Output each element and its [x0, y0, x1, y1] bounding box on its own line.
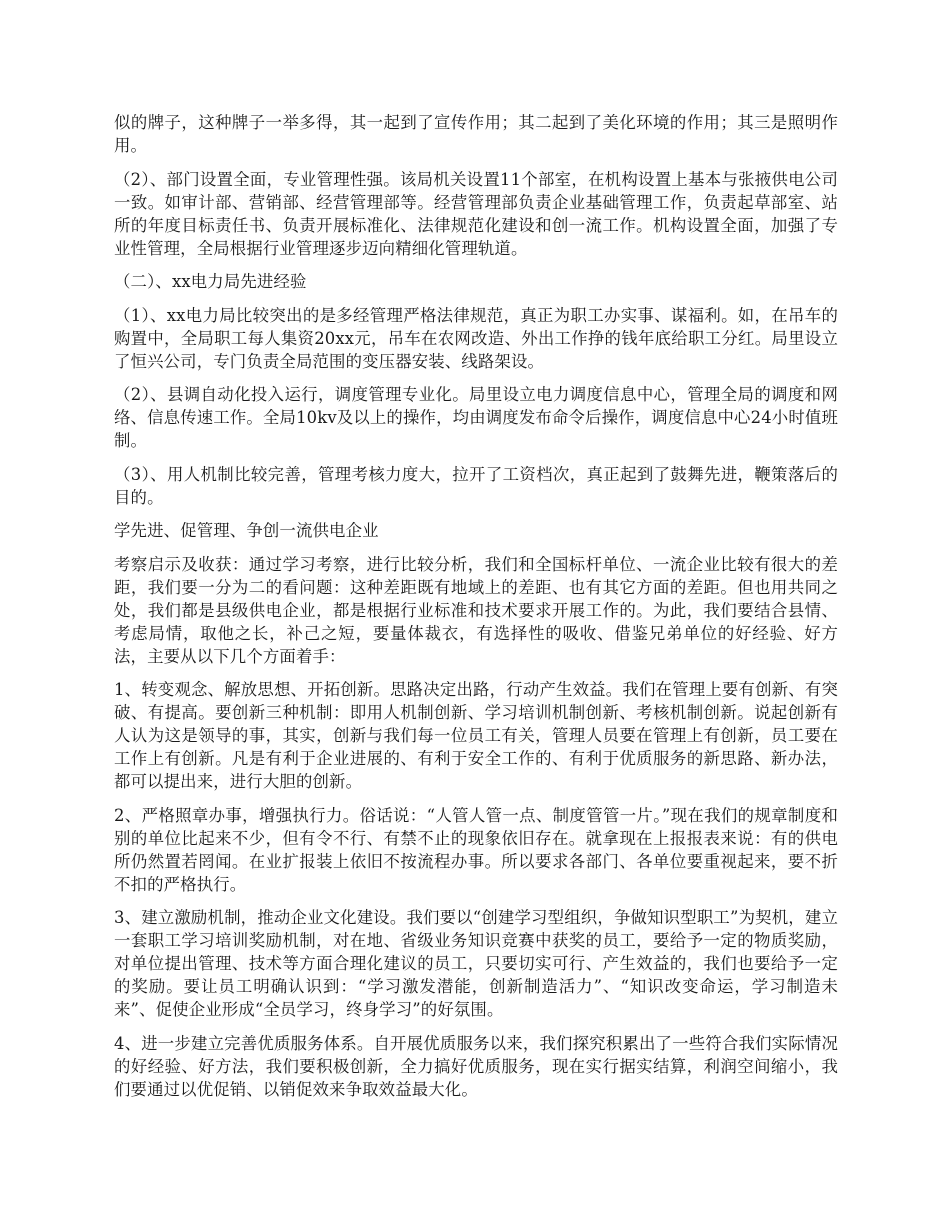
paragraph-innovation: 1、转变观念、解放思想、开拓创新。思路决定出路，行动产生效益。我们在管理上要有创新、有突破、有提高。要创新三种机制：即用人机制创新、学习培训机制创新、考核机制创新。说起创新有人认为这是领导的事，其实，创新与我们每一位员工有关，管理人员要在管理上有创新，员工要在工作上有创新。凡是有利于企业进展的、有利于安全工作的、有利于优质服务的新思路、新办法，都可以提出来，进行大胆的创新。	[114, 680, 838, 791]
paragraph-dispatch-automation: （2）、县调自动化投入运行，调度管理专业化。局里设立电力调度信息中心，管理全局的调度和网络、信息传速工作。全局10kv及以上的操作，均由调度发布命令后操作，调度信息中心24小时值班制。	[114, 385, 838, 450]
paragraph-incentive-mechanism: 3、建立激励机制，推动企业文化建设。我们要以“创建学习型组织，争做知识型职工”为契机，建立一套职工学习培训奖励机制，对在地、省级业务知识竞赛中获奖的员工，要给予一定的物质奖励，对单位提出管理、技术等方面合理化建议的员工，只要切实可行、产生效益的，我们也要给予一定的奖励。要让员工明确认识到：“学习激发潜能，创新制造活力”、“知识改变命运，学习制造未来”、促使企业形成“全员学习，终身学习”的好氛围。	[114, 908, 838, 1019]
document-body	[114, 111, 838, 1111]
paragraph-diversified-management: （1）、xx电力局比较突出的是多经管理严格法律规范，真正为职工办实事、谋福利。如，在吊车的购置中，全局职工每人集资20xx元，吊车在农网改造、外出工作挣的钱年底给职工分红。局里设立了恒兴公司，专门负责全局范围的变压器安装、线路架设。	[114, 305, 838, 371]
paragraph-execution: 2、严格照章办事，增强执行力。俗话说：“人管人管一点、制度管管一片。”现在我们的规章制度和别的单位比起来不少，但有令不行、有禁不止的现象依旧存在。就拿现在上报报表来说：有的供电所仍然置若罔闻。在业扩报装上依旧不按流程办事。所以要求各部门、各单位要重视起来，要不折不扣的严格执行。	[114, 805, 838, 894]
section-heading-learn-advanced: 学先进、促管理、争创一流供电企业	[114, 521, 379, 540]
paragraph-inspection-insights: 考察启示及收获：通过学习考察，进行比较分析，我们和全国标杆单位、一流企业比较有很大的差距，我们要一分为二的看问题：这种差距既有地域上的差距、也有其它方面的差距。但也用共同之处，我们都是县级供电企业，都是根据行业标准和技术要求开展工作的。为此，我们要结合县情、考虑局情，取他之长，补己之短，要量体裁衣，有选择性的吸收、借鉴兄弟单位的好经验、好方法，主要从以下几个方面着手：	[114, 554, 838, 666]
paragraph-quality-service: 4、进一步建立完善优质服务体系。自开展优质服务以来，我们探究积累出了一些符合我们实际情况的好经验、好方法，我们要积极创新，全力搞好优质服务，现在实行据实结算，利润空间缩小，我们要通过以优促销、以销促效来争取效益最大化。	[114, 1033, 838, 1099]
section-heading-advanced-experience: （二）、xx电力局先进经验	[114, 272, 307, 291]
paragraph-sign-benefits: 似的牌子，这种牌子一举多得，其一起到了宣传作用；其二起到了美化环境的作用；其三是照明作用。	[114, 113, 838, 155]
paragraph-employment-mechanism: （3）、用人机制比较完善，管理考核力度大，拉开了工资档次，真正起到了鼓舞先进，鞭策落后的目的。	[114, 464, 838, 507]
paragraph-department-setup: （2）、部门设置全面，专业管理性强。该局机关设置11个部室，在机构设置上基本与张掖供电公司一致。如审计部、营销部、经营管理部等。经营管理部负责企业基础管理工作，负责起草部室、站所的年度目标责任书、负责开展标准化、法律规范化建设和创一流工作。机构设置全面，加强了专业性管理，全局根据行业管理逐步迈向精细化管理轨道。	[114, 169, 838, 258]
